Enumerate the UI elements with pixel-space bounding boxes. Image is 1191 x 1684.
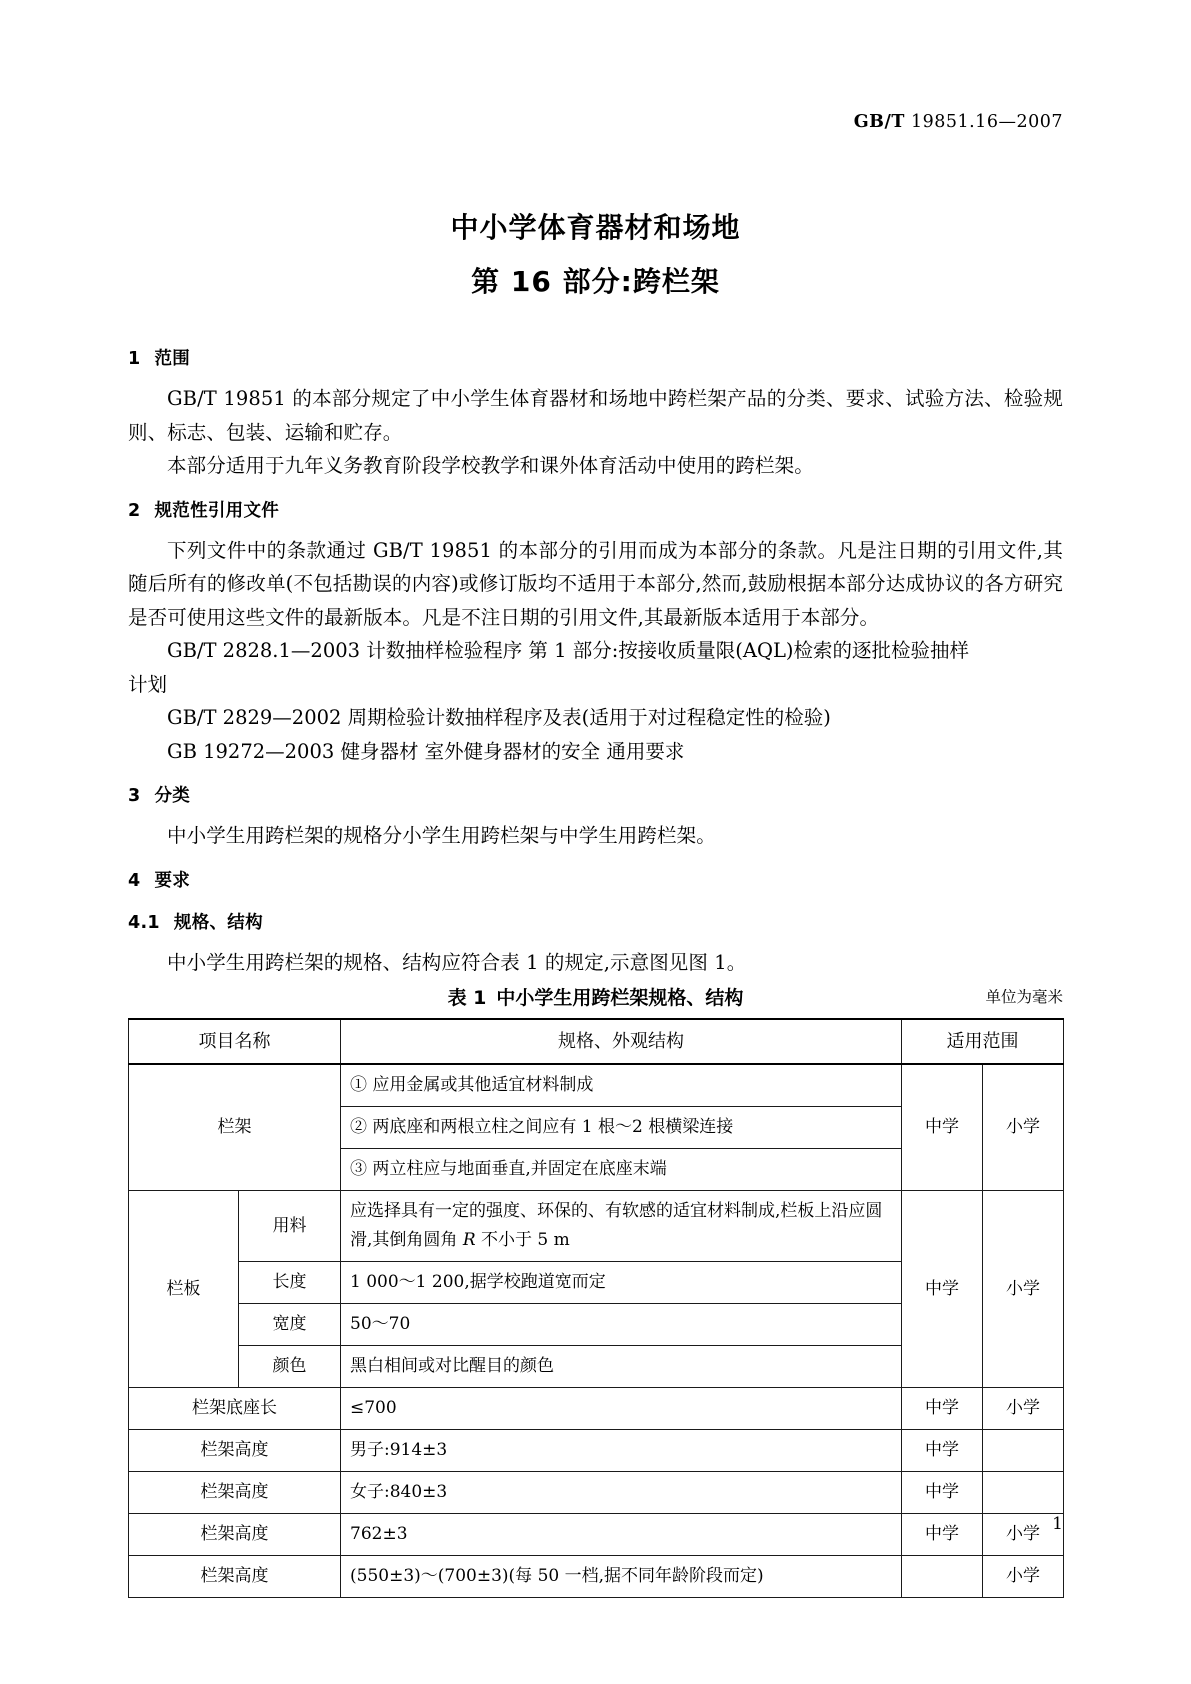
spec-material [341, 1191, 902, 1262]
scope-middle-school: 中学 [902, 1064, 983, 1191]
clause-1-paragraph-1: GB/T 19851 的本部分规定了中小学生体育器材和场地中跨栏架产品的分类、要求、试验方法、检验规则、标志、包装、运输和贮存。 [128, 387, 1063, 444]
sub-label-material: 用料 [239, 1191, 341, 1262]
table-1-label: 表 1 [447, 987, 487, 1009]
scope-middle-school [902, 1556, 983, 1598]
scope-primary-school: 小学 [983, 1191, 1064, 1388]
clause-2-number: 2 [128, 500, 141, 521]
table-header-row [129, 1019, 1064, 1064]
document-title [128, 205, 1063, 305]
row-label-hurdle-frame: 栏架 [129, 1064, 341, 1191]
table-row [129, 1556, 1064, 1598]
clause-2-title: 规范性引用文件 [154, 500, 280, 521]
standard-prefix: GB/T [853, 112, 905, 132]
row-label-base-length: 栏架底座长 [129, 1388, 341, 1430]
table-row [129, 1388, 1064, 1430]
row-label-height-762: 栏架高度 [129, 1514, 341, 1556]
title-line-1: 中小学体育器材和场地 [450, 211, 741, 244]
table-1-title: 中小学生用跨栏架规格、结构 [496, 987, 744, 1009]
header-cell-item-name: 项目名称 [129, 1019, 341, 1064]
scope-middle-school: 中学 [902, 1388, 983, 1430]
title-line-2: 第 16 部分:跨栏架 [471, 265, 720, 298]
spec-material-line-2 [350, 1226, 892, 1255]
clause-4-1-paragraph-1: 中小学生用跨栏架的规格、结构应符合表 1 的规定,示意图见图 1。 [167, 950, 747, 974]
table-row [129, 1430, 1064, 1472]
table-row [129, 1191, 1064, 1262]
header-cell-spec-structure: 规格、外观结构 [341, 1019, 902, 1064]
spec-material-pre: 滑,其倒角圆角 [350, 1230, 463, 1250]
row-label-height-boys: 栏架高度 [129, 1430, 341, 1472]
normative-reference-2: GB/T 2829—2002 周期检验计数抽样程序及表(适用于对过程稳定性的检验) [167, 706, 831, 729]
scope-middle-school: 中学 [902, 1472, 983, 1514]
clause-1-number: 1 [128, 349, 141, 369]
scope-middle-school: 中学 [902, 1191, 983, 1388]
clause-4-1-number: 4.1 [128, 912, 160, 933]
scope-primary-school: 小学 [983, 1556, 1064, 1598]
table-row [129, 1472, 1064, 1514]
page-number: 1 [1052, 1514, 1063, 1534]
spec-base-length: ≤700 [341, 1388, 902, 1430]
standard-number: 19851.16—2007 [910, 112, 1063, 132]
header-cell-scope: 适用范围 [902, 1019, 1064, 1064]
spec-height-girls: 女子:840±3 [341, 1472, 902, 1514]
spec-item-1: ① 应用金属或其他适宜材料制成 [341, 1064, 902, 1107]
spec-width: 50～70 [341, 1304, 902, 1346]
clause-2-paragraph-1: 下列文件中的条款通过 GB/T 19851 的本部分的引用而成为本部分的条款。凡是注日期的引用文件,其随后所有的修改单(不包括勘误的内容)或修订版均不适用于本部分,然而,鼓励根据本部分达成协议的各方研究是否可使用这些文件的最新版本。凡是不注日期的引用文件,其最新版本适用于本部分。 [128, 538, 1063, 629]
scope-primary-school: 小学 [983, 1514, 1064, 1556]
sub-label-length: 长度 [239, 1262, 341, 1304]
clause-3-heading [128, 782, 1063, 810]
table-row [129, 1514, 1064, 1556]
spec-material-post: 不小于 5 m [475, 1230, 570, 1250]
spec-color: 黑白相间或对比醒目的颜色 [341, 1346, 902, 1388]
normative-reference-1-line-1: GB/T 2828.1—2003 计数抽样检验程序 第 1 部分:按接收质量限(AQL)检索的逐批检验抽样 [167, 639, 970, 662]
clause-1-title: 范围 [154, 349, 191, 369]
clause-3-paragraph-1: 中小学生用跨栏架的规格分小学生用跨栏架与中学生用跨栏架。 [167, 824, 716, 847]
spec-height-boys: 男子:914±3 [341, 1430, 902, 1472]
clause-3-number: 3 [128, 786, 141, 806]
document-body [128, 345, 1063, 1598]
sub-label-width: 宽度 [239, 1304, 341, 1346]
scope-primary-school: 小学 [983, 1388, 1064, 1430]
clause-1-heading [128, 345, 1063, 373]
clause-3-title: 分类 [154, 786, 191, 806]
table-1-unit-note: 单位为毫米 [985, 988, 1063, 1006]
spec-material-line-1: 应选择具有一定的强度、环保的、有软感的适宜材料制成,栏板上沿应圆 [350, 1201, 883, 1221]
row-label-hurdle-board: 栏板 [129, 1191, 239, 1388]
scope-primary-school: 小学 [983, 1064, 1064, 1191]
spec-item-2: ② 两底座和两根立柱之间应有 1 根～2 根横梁连接 [341, 1107, 902, 1149]
clause-4-heading [128, 867, 1063, 895]
table-1-caption [128, 983, 1063, 1013]
running-header [128, 112, 1063, 132]
clause-2-heading [128, 497, 1063, 525]
clause-4-1-heading [128, 909, 1063, 937]
spec-length: 1 000～1 200,据学校跑道宽而定 [341, 1262, 902, 1304]
table-row [129, 1064, 1064, 1107]
sub-label-color: 颜色 [239, 1346, 341, 1388]
clause-4-1-title: 规格、结构 [173, 912, 263, 933]
spec-item-3: ③ 两立柱应与地面垂直,并固定在底座末端 [341, 1149, 902, 1191]
scope-middle-school: 中学 [902, 1514, 983, 1556]
clause-4-title: 要求 [154, 870, 191, 891]
row-label-height-girls: 栏架高度 [129, 1472, 341, 1514]
table-1-specifications [128, 1018, 1064, 1598]
scope-primary-school [983, 1430, 1064, 1472]
normative-reference-1-line-2: 计划 [128, 672, 168, 696]
spec-height-range: (550±3)～(700±3)(每 50 一档,据不同年龄阶段而定) [341, 1556, 902, 1598]
clause-4-number: 4 [128, 870, 141, 891]
row-label-height-range: 栏架高度 [129, 1556, 341, 1598]
scope-primary-school [983, 1472, 1064, 1514]
clause-1-paragraph-2: 本部分适用于九年义务教育阶段学校教学和课外体育活动中使用的跨栏架。 [167, 454, 814, 477]
normative-reference-3: GB 19272—2003 健身器材 室外健身器材的安全 通用要求 [167, 739, 685, 763]
scope-middle-school: 中学 [902, 1430, 983, 1472]
spec-height-762: 762±3 [341, 1514, 902, 1556]
spec-material-symbol: R [462, 1230, 476, 1250]
